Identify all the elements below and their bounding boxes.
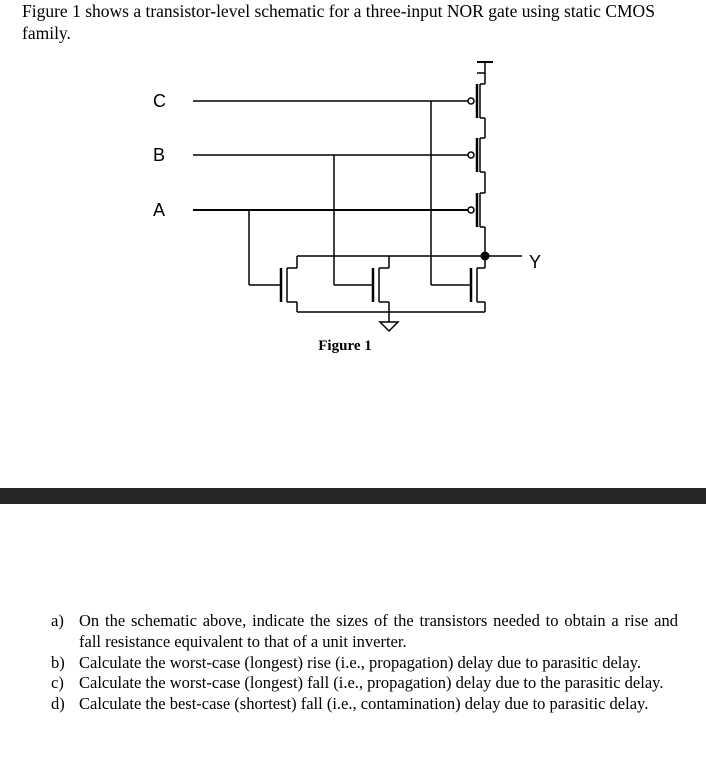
nor3-schematic	[0, 0, 706, 380]
question-marker: c)	[51, 673, 64, 693]
question-c	[48, 673, 678, 694]
nmos-parallel	[249, 256, 485, 322]
question-text: On the schematic above, indicate the sizes of the transistors needed to obtain a rise and fall resistance equivalent to that of a unit inverter.	[79, 611, 678, 651]
question-text: Calculate the best-case (shortest) fall (i.e., contamination) delay due to parasitic delay.	[79, 694, 649, 714]
output-node	[481, 252, 490, 261]
problem-statement: Figure 1 shows a transistor-level schematic for a three-input NOR gate using static CMOS family.	[22, 1, 655, 43]
ground-icon	[380, 322, 398, 331]
pmos-stack	[468, 62, 493, 256]
question-marker: d)	[51, 694, 65, 714]
question-text: Calculate the worst-case (longest) fall (i.e., propagation) delay due to the parasitic delay.	[79, 673, 664, 693]
input-label-a: A	[153, 200, 166, 220]
output-label-y: Y	[529, 252, 542, 272]
question-marker: b)	[51, 652, 65, 672]
question-d	[48, 694, 678, 715]
question-a	[48, 611, 678, 653]
question-list	[48, 611, 678, 715]
section-divider	[0, 488, 706, 504]
figure-caption: Figure 1	[318, 338, 372, 354]
input-label-b: B	[153, 145, 166, 165]
input-label-c: C	[153, 91, 166, 111]
question-marker: a)	[51, 611, 64, 630]
question-b	[48, 653, 678, 674]
question-text: Calculate the worst-case (longest) rise (i.e., propagation) delay due to parasitic delay.	[79, 652, 642, 672]
